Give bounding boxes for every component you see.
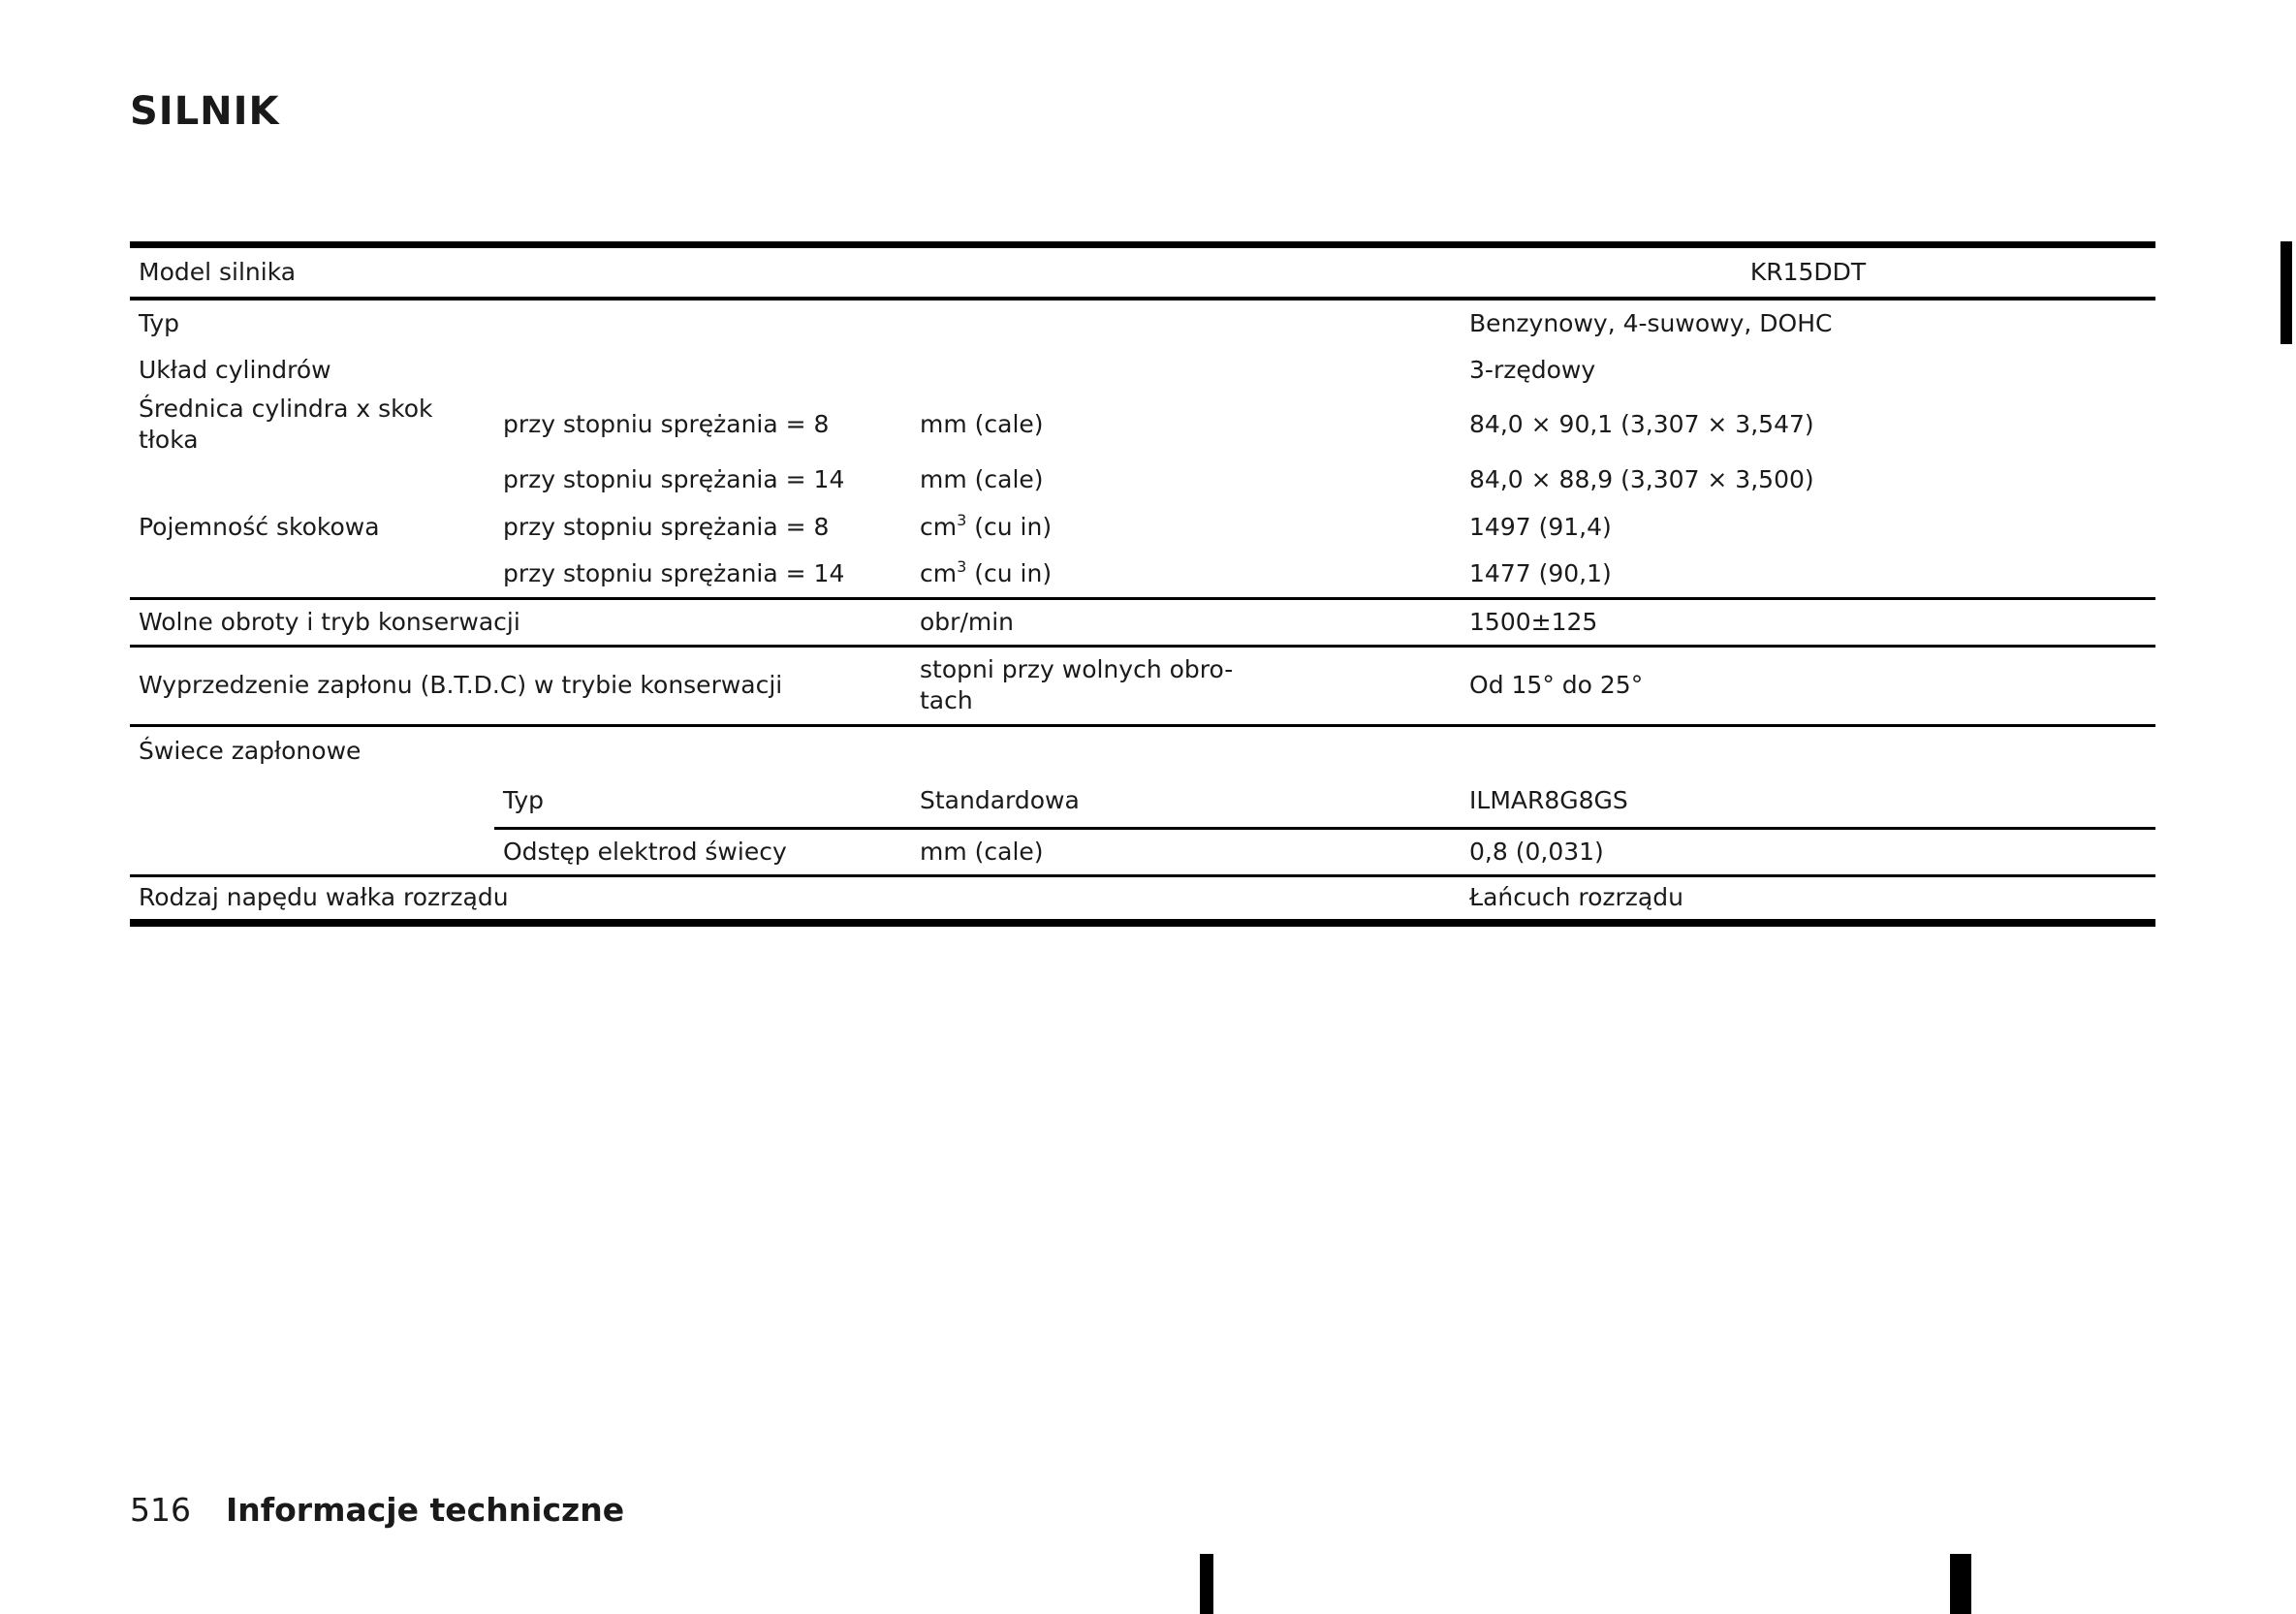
row-value: 84,0 × 88,9 (3,307 × 3,500) xyxy=(1469,464,1814,493)
row-value: 0,8 (0,031) xyxy=(1461,828,2155,875)
row-value: 84,0 × 90,1 (3,307 × 3,547) xyxy=(1469,410,1814,438)
table-row xyxy=(130,456,2155,503)
row-condition: Odstęp elektrod świecy xyxy=(494,828,911,875)
table-row xyxy=(130,828,2155,875)
row-value: 1477 (90,1) xyxy=(1469,558,1612,587)
section-title: Informacje techniczne xyxy=(226,1491,625,1529)
row-unit: stopni przy wolnych obro- tach xyxy=(911,646,1461,725)
table-row xyxy=(130,551,2155,598)
table-row xyxy=(130,646,2155,725)
table-row xyxy=(130,875,2155,923)
row-value: Łańcuch rozrządu xyxy=(1461,875,2155,923)
page-title: SILNIK xyxy=(130,89,280,134)
row-label: Świece zapłonowe xyxy=(130,725,2155,775)
model-value: KR15DDT xyxy=(1461,245,2155,300)
row-label: Pojemność skokowa xyxy=(139,512,380,541)
row-unit: $cm^3$ (cu in) xyxy=(920,510,1053,541)
row-unit: mm (cale) xyxy=(920,464,1044,493)
table-row xyxy=(130,598,2155,646)
table-row xyxy=(130,725,2155,775)
row-value: Benzynowy, 4-suwowy, DOHC xyxy=(1461,299,2155,346)
row-unit: obr/min xyxy=(911,598,1461,646)
row-label: Wolne obroty i tryb konserwacji xyxy=(130,598,911,646)
crop-mark-left xyxy=(1200,1554,1213,1614)
model-label: Model silnika xyxy=(130,245,1461,300)
row-value: 1500±125 xyxy=(1461,598,2155,646)
table-row xyxy=(130,394,2155,456)
row-label: Układ cylindrów xyxy=(139,355,331,384)
engine-spec-table xyxy=(130,241,2155,927)
row-unit: mm (cale) xyxy=(920,410,1044,438)
row-unit: mm (cale) xyxy=(911,828,1461,875)
row-label: Średnica cylindra x skok tłoka xyxy=(139,395,433,454)
row-condition: Typ xyxy=(503,786,545,815)
crop-mark-right xyxy=(1950,1554,1971,1614)
row-value: Od 15° do 25° xyxy=(1461,646,2155,725)
page-footer xyxy=(130,1491,624,1529)
row-value: ILMAR8G8GS xyxy=(1469,786,1628,815)
row-condition: przy stopniu sprężania = 8 xyxy=(503,512,830,541)
row-value: 1497 (91,4) xyxy=(1469,512,1612,541)
row-label: Rodzaj napędu wałka rozrządu xyxy=(130,875,1461,923)
row-value: 3-rzędowy xyxy=(1469,355,1596,384)
row-label: Typ xyxy=(130,299,1461,346)
row-label: Wyprzedzenie zapłonu (B.T.D.C) w trybie konserwacji xyxy=(130,646,911,725)
row-condition: przy stopniu sprężania = 14 xyxy=(503,558,845,587)
page-number: 516 xyxy=(130,1491,191,1529)
table-row-model xyxy=(130,245,2155,300)
row-unit: $cm^3$ (cu in) xyxy=(920,556,1053,587)
table-row xyxy=(130,346,2155,394)
table-row xyxy=(130,775,2155,828)
row-condition: przy stopniu sprężania = 14 xyxy=(503,464,845,493)
table-row xyxy=(130,299,2155,346)
row-unit: Standardowa xyxy=(920,786,1080,815)
thumb-index-mark xyxy=(2280,241,2292,344)
table-row xyxy=(130,503,2155,551)
row-condition: przy stopniu sprężania = 8 xyxy=(503,410,830,438)
